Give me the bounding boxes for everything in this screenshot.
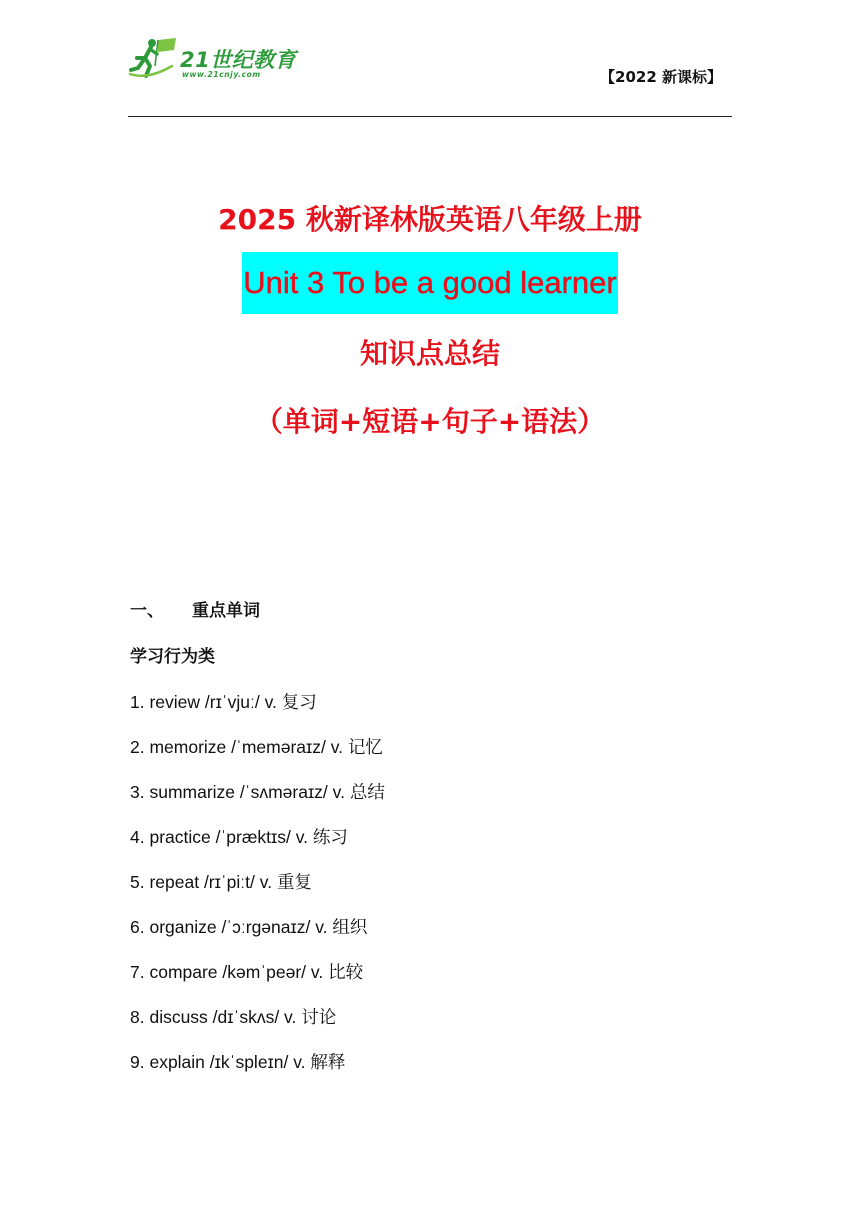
document-title: 2025 秋新译林版英语八年级上册: [218, 203, 642, 236]
word-meaning: 重复: [276, 873, 312, 893]
section-heading: [130, 596, 730, 626]
list-item: [130, 687, 730, 717]
runner-logo-icon: [128, 36, 180, 80]
word-entry: 3. summarize /ˈsʌməraɪz/ v.: [130, 782, 350, 802]
word-entry: 9. explain /ɪkˈspleɪn/ v.: [130, 1052, 311, 1072]
list-item: [130, 822, 730, 852]
category-heading: 学习行为类: [130, 647, 215, 667]
logo-brand-text: 21世纪教育: [180, 48, 297, 72]
list-item: [130, 1002, 730, 1032]
word-meaning: 复习: [281, 693, 317, 713]
word-meaning: 总结: [349, 783, 385, 803]
word-entry: 1. review /rɪˈvjuː/ v.: [130, 692, 282, 712]
list-item: [130, 777, 730, 807]
vocabulary-list: [130, 687, 730, 1077]
word-meaning: 组织: [332, 918, 368, 938]
section-number: 一、: [130, 601, 164, 621]
site-logo: [128, 36, 303, 80]
word-entry: 5. repeat /rɪˈpiːt/ v.: [130, 872, 277, 892]
list-item: [130, 957, 730, 987]
word-meaning: 记忆: [347, 738, 383, 758]
word-meaning: 讨论: [301, 1008, 337, 1028]
word-meaning: 解释: [310, 1053, 346, 1073]
word-entry: 2. memorize /ˈmeməraɪz/ v.: [130, 737, 348, 757]
list-item: [130, 732, 730, 762]
page-header: [128, 30, 732, 117]
list-item: [130, 912, 730, 942]
word-entry: 7. compare /kəmˈpeər/ v.: [130, 962, 329, 982]
word-entry: 8. discuss /dɪˈskʌs/ v.: [130, 1007, 302, 1027]
logo-url-text: www.21cnjy.com: [182, 70, 261, 79]
section-title: 重点单词: [192, 601, 260, 621]
word-meaning: 练习: [312, 828, 348, 848]
contents-subtitle: （单词+短语+句子+语法）: [254, 405, 606, 438]
main-content: [130, 596, 730, 1077]
unit-title-wrapper: [0, 252, 860, 314]
word-entry: 4. practice /ˈpræktɪs/ v.: [130, 827, 313, 847]
curriculum-badge: 【2022 新课标】: [600, 68, 722, 86]
list-item: [130, 1047, 730, 1077]
list-item: [130, 867, 730, 897]
word-meaning: 比较: [328, 963, 364, 983]
unit-title: Unit 3 To be a good learner: [242, 252, 617, 314]
summary-title: 知识点总结: [359, 337, 500, 370]
word-entry: 6. organize /ˈɔːrɡənaɪz/ v.: [130, 917, 333, 937]
